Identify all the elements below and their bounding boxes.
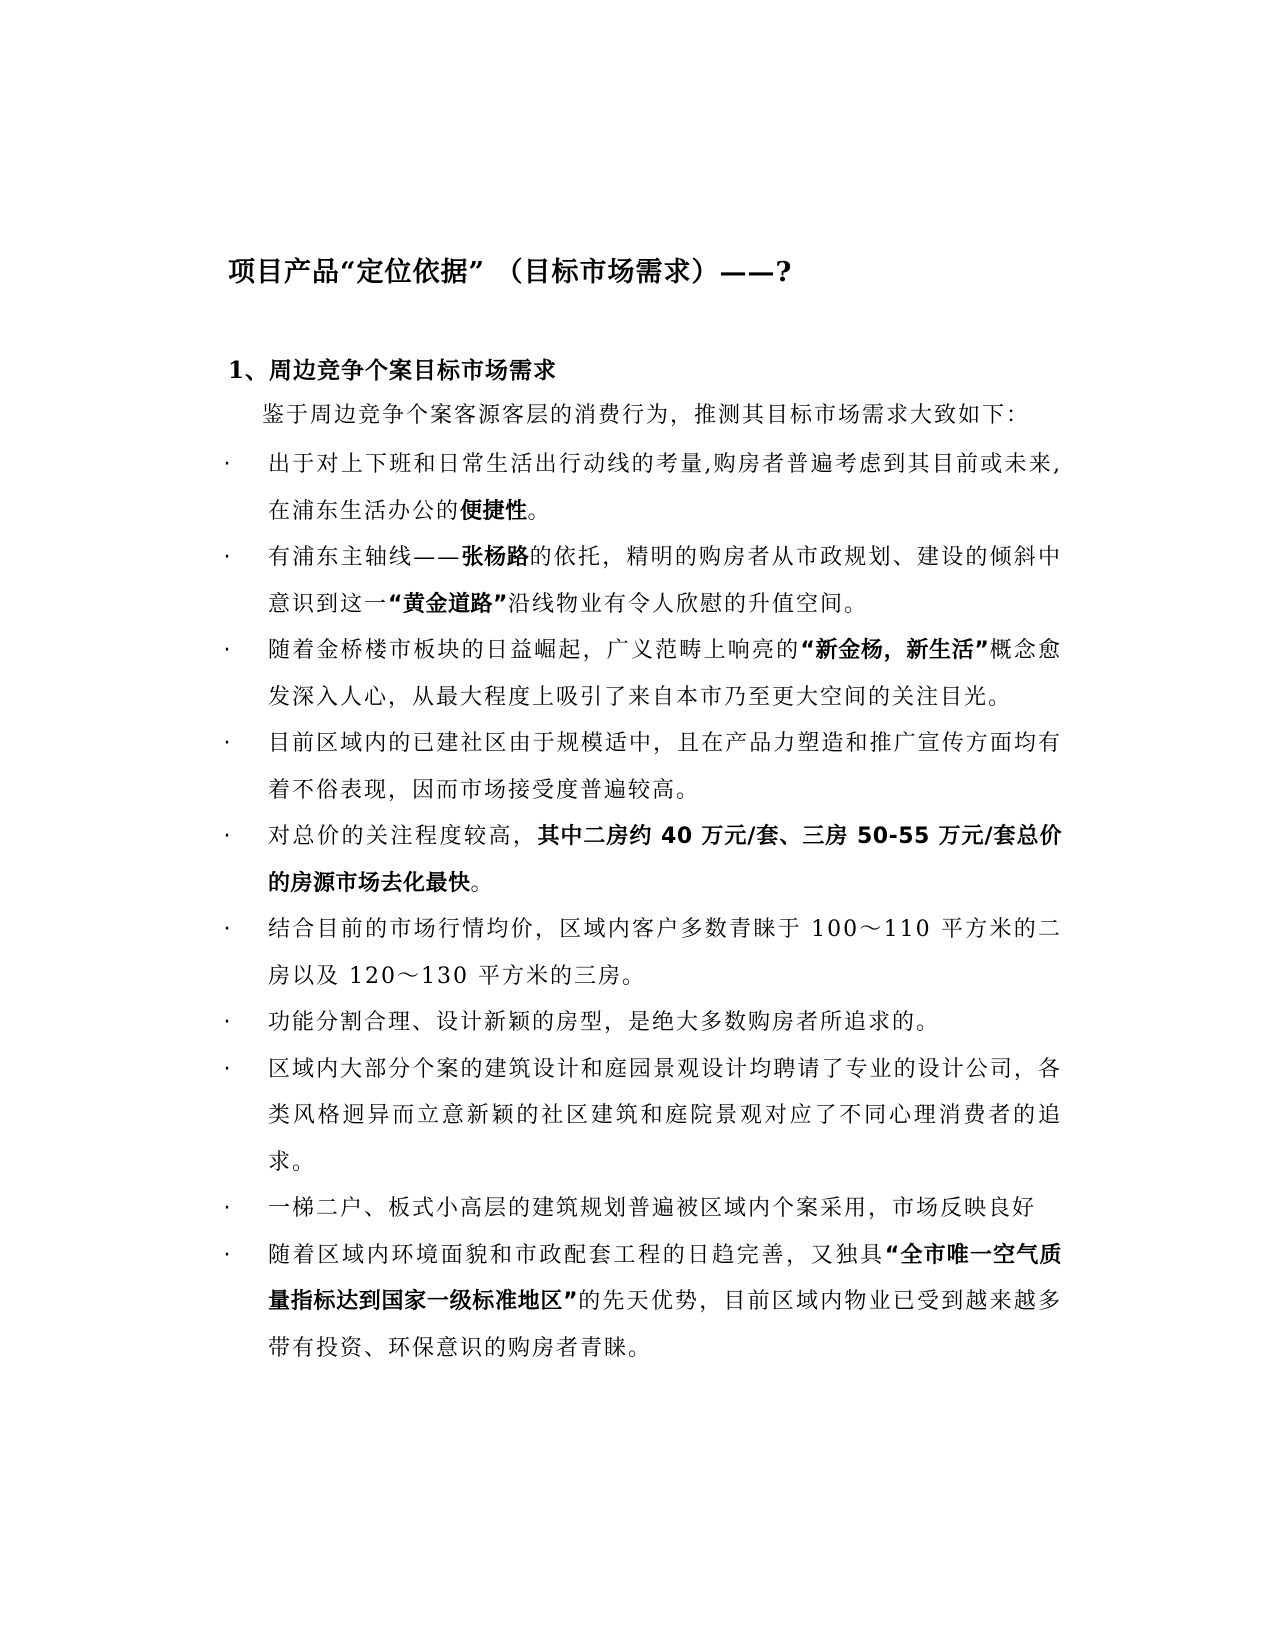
bullet-dot-icon: ·: [223, 1242, 233, 1268]
bullet-text: 功能分割合理、设计新颖的房型，是绝大多数购房者所追求的。: [268, 1010, 941, 1035]
bullet-dot-icon: ·: [223, 1010, 233, 1035]
bullet-emphasis: “黄金道路”: [388, 591, 508, 617]
bullet-item-environment: [222, 1233, 1062, 1373]
bullet-dot-icon: ·: [223, 1056, 233, 1082]
bullet-text: 一梯二户、板式小高层的建筑规划普遍被区域内个案采用，市场反映良好: [268, 1196, 1037, 1221]
bullet-text: 对总价的关注程度较高，: [268, 824, 538, 849]
bullet-item-architecture-design: [222, 1047, 1062, 1187]
bullet-text: 沿线物业有令人欣慰的升值空间。: [507, 591, 868, 617]
bullet-text: 结合目前的市场行情均价，区域内客户多数青睐于 100～110 平方米的二房以及 120～130 平方米的三房。: [268, 917, 1062, 989]
bullet-emphasis: 张杨路: [461, 545, 530, 570]
bullet-item-community-acceptance: [222, 721, 1062, 814]
bullet-emphasis: “新金杨，新生活”: [800, 638, 990, 663]
bullet-text: 的依托，精明的购房者从市政规划、建设的倾斜中意识到这一: [268, 545, 1062, 617]
bullet-dot-icon: ·: [223, 824, 233, 849]
bullet-item-jinqiao-concept: [222, 628, 1062, 721]
intro-paragraph: 鉴于周边竞争个案客源客层的消费行为，推测其目标市场需求大致如下：: [262, 403, 1031, 428]
bullet-dot-icon: ·: [223, 731, 233, 756]
bullet-item-unit-size: [222, 907, 1062, 1000]
bullet-text: 随着金桥楼市板块的日益崛起，广义范畴上响亮的: [268, 638, 801, 663]
bullet-dot-icon: ·: [223, 1196, 233, 1221]
bullet-item-main-road: [222, 535, 1062, 628]
demand-bullet-list: [222, 442, 1062, 1372]
bullet-item-convenience: [222, 442, 1062, 535]
bullet-text: 随着区域内环境面貌和市政配套工程的日趋完善，又独具: [268, 1242, 885, 1268]
bullet-emphasis: 其中二房约 40 万元/套、三房 50-55 万元/套总价的房源市场去化最快: [268, 824, 1062, 896]
bullet-item-total-price: [222, 814, 1062, 907]
bullet-item-floor-plan: [222, 1000, 1062, 1047]
bullet-dot-icon: ·: [223, 917, 233, 942]
bullet-dot-icon: ·: [223, 638, 233, 663]
section-heading: 1、周边竞争个案目标市场需求: [228, 357, 558, 384]
bullet-emphasis: 便捷性: [460, 498, 528, 524]
bullet-dot-icon: ·: [223, 452, 233, 477]
bullet-text: 。: [527, 498, 552, 524]
bullet-text: 区域内大部分个案的建筑设计和庭园景观设计均聘请了专业的设计公司，各类风格迥异而立意新颖的社区建筑和庭院景观对应了不同心理消费者的追求。: [268, 1056, 1062, 1175]
bullet-dot-icon: ·: [223, 545, 233, 570]
bullet-emphasis: “全市唯一空气质量指标达到国家一级标准地区”: [268, 1242, 1062, 1314]
page-title: 项目产品“定位依据” （目标市场需求）——?: [228, 257, 793, 288]
bullet-text: 有浦东主轴线——: [268, 545, 462, 570]
bullet-text: 目前区域内的已建社区由于规模适中，且在产品力塑造和推广宣传方面均有着不俗表现，因而市场接受度普遍较高。: [268, 731, 1062, 803]
bullet-text: 概念愈发深入人心，从最大程度上吸引了来自本市乃至更大空间的关注目光。: [268, 638, 1062, 710]
bullet-item-building-layout: [222, 1186, 1062, 1233]
bullet-text: 的先天优势，目前区域内物业已受到越来越多带有投资、环保意识的购房者青睐。: [268, 1289, 1062, 1361]
bullet-text: 出于对上下班和日常生活出行动线的考量,购房者普遍考虑到其目前或未来,在浦东生活办公的: [268, 452, 1062, 524]
bullet-text: 。: [470, 870, 495, 896]
